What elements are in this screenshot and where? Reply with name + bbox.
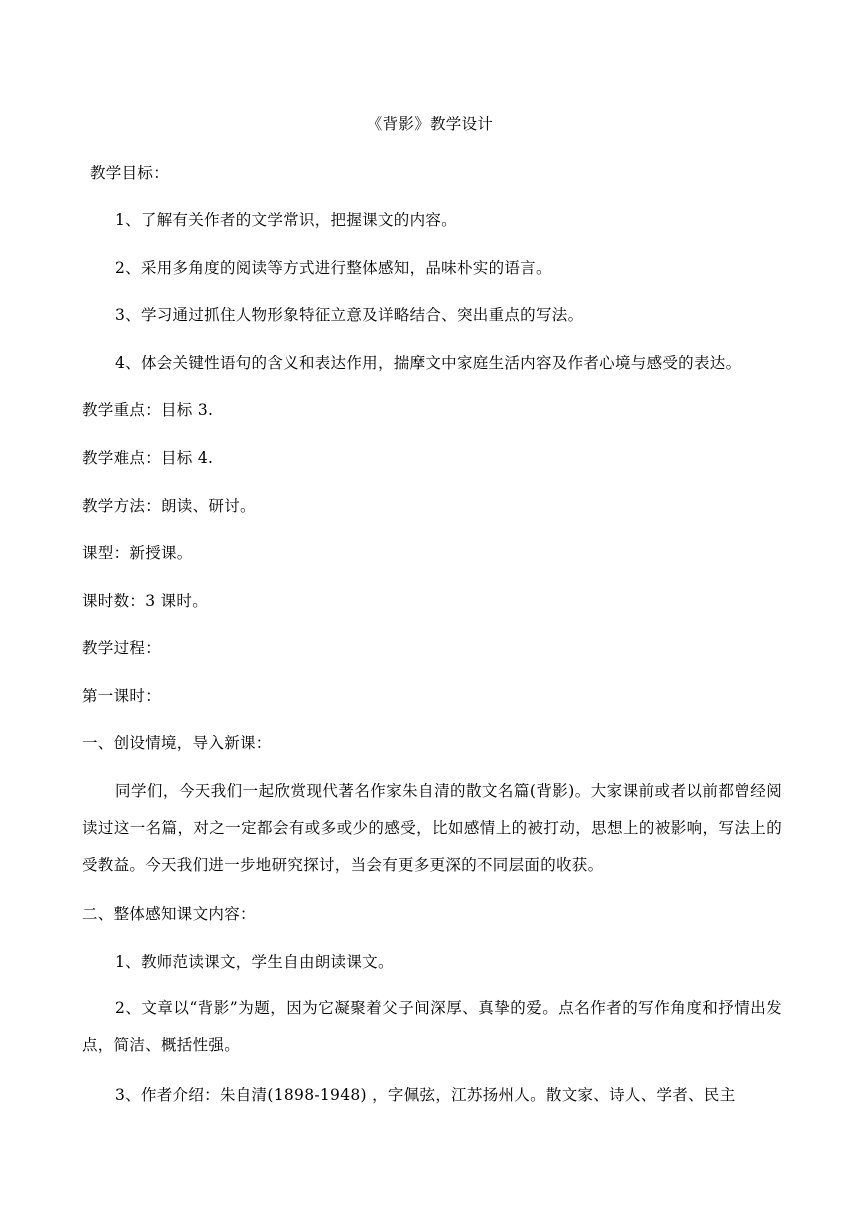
goals-heading: 教学目标： [90, 164, 170, 182]
lesson-hours: 课时数：3 课时。 [82, 592, 208, 610]
goal-item: 1、了解有关作者的文学常识，把握课文的内容。 [115, 211, 457, 229]
first-lesson-heading: 第一课时： [82, 687, 162, 705]
section2-item: 3、作者介绍：朱自清(1898-1948) ，字佩弦，江苏扬州人。散文家、诗人、学者、民主 [115, 1086, 736, 1104]
goal-item: 4、体会关键性语句的含义和表达作用，揣摩文中家庭生活内容及作者心境与感受的表达。 [115, 354, 742, 372]
key-point: 教学重点：目标 3. [82, 401, 214, 419]
difficult-point: 教学难点：目标 4. [82, 449, 214, 467]
document-title: 《背影》教学设计 [366, 115, 494, 133]
section1-paragraph: 同学们，今天我们一起欣赏现代著名作家朱自清的散文名篇(背影)。大家课前或者以前都曾经阅读过这一名篇，对之一定都会有或多或少的感受，比如感情上的被打动，思想上的被影响，写法上的受教益。今天我们进一步地研究探讨，当会有更多更深的不同层面的收获。 [82, 782, 782, 874]
goal-item: 3、学习通过抓住人物形象特征立意及详略结合、突出重点的写法。 [115, 306, 584, 324]
section1-heading: 一、创设情境，导入新课： [82, 734, 272, 752]
lesson-type: 课型：新授课。 [82, 544, 193, 562]
section2-item: 2、文章以“背影”为题，因为它凝聚着父子间深厚、真挚的爱。点名作者的写作角度和抒情出发点，简洁、概括性强。 [82, 999, 782, 1054]
process-heading: 教学过程： [82, 639, 162, 657]
section2-item: 1、教师范读课文，学生自由朗读课文。 [115, 953, 394, 971]
section2-heading: 二、整体感知课文内容： [82, 905, 256, 923]
teaching-method: 教学方法：朗读、研讨。 [82, 497, 256, 515]
goal-item: 2、采用多角度的阅读等方式进行整体感知，品味朴实的语言。 [115, 259, 552, 277]
